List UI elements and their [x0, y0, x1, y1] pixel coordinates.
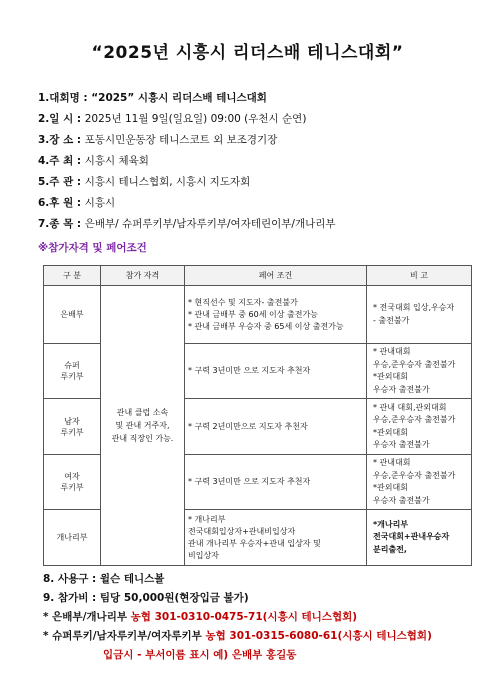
note-line: * 관내대회 — [373, 347, 411, 356]
info-label: 3.장 소 : — [38, 134, 85, 146]
account-1-value: 농협 301-0310-0475-71(시흥시 테니스협회) — [130, 611, 358, 623]
category-line: 슈퍼 — [64, 361, 80, 370]
row-note — [367, 344, 472, 399]
note-line: *개나리부 — [373, 519, 409, 529]
pair-line: * 개나리부 — [188, 514, 226, 524]
row-category — [44, 510, 101, 566]
table-row — [44, 286, 472, 344]
row-note — [367, 510, 472, 566]
note-line: * 관내 대회,관외대회 — [373, 402, 447, 412]
deposit-note: 입금시 - 부서이름 표시 예) 은배부 홍길동 — [103, 649, 297, 661]
note-line: *관외대회 — [373, 483, 408, 492]
bottom-info — [43, 570, 432, 665]
category-line: 루키부 — [60, 427, 84, 437]
info-value: “2025” 시흥시 리더스배 테니스대회 — [91, 92, 267, 104]
info-row — [38, 88, 336, 109]
category-line: 여자 — [64, 472, 80, 481]
category-line: 개나리부 — [56, 533, 88, 542]
row-category — [44, 344, 101, 399]
note-line: 우승자 출전불가 — [373, 495, 430, 505]
row-note — [367, 399, 472, 455]
pair-line: * 관내 금배부 중 60세 이상 출전가능 — [188, 309, 318, 319]
pair-condition — [185, 399, 367, 455]
info-label: 7.종 목 : — [38, 218, 85, 230]
info-row — [38, 109, 336, 130]
pair-condition — [185, 344, 367, 399]
note-line: 우승자 출전불가 — [373, 384, 430, 394]
info-label: 4.주 최 : — [38, 155, 85, 167]
pair-line: * 현직선수 및 지도자- 출전불가 — [188, 297, 298, 307]
header-note: 비 고 — [367, 266, 472, 286]
info-value: 은배부/ 슈퍼루키부/남자루키부/여자테린이부/개나리부 — [84, 218, 336, 230]
entry-fee — [43, 589, 432, 608]
note-line: 전국대회+관내우승자 — [373, 532, 450, 542]
note-line: * 전국대회 입상,우승자 — [373, 303, 455, 312]
info-label: 5.주 관 : — [38, 176, 85, 188]
entry-fee-value: 50,000원(현장입금 불가) — [123, 592, 249, 604]
info-row — [38, 172, 336, 193]
header-pair: 페어 조건 — [185, 266, 367, 286]
note-line: 우승,준우승자 출전불가 — [373, 359, 456, 369]
row-category — [44, 455, 101, 510]
note-line: *관외대회 — [373, 427, 408, 437]
row-category — [44, 286, 101, 344]
note-line: - 출전불가 — [373, 315, 410, 325]
header-qualification: 참가 자격 — [101, 266, 185, 286]
category-line: 은배부 — [60, 310, 84, 319]
row-category — [44, 399, 101, 455]
note-line: 분리출전, — [373, 544, 407, 554]
pair-line: * 구력 2년미만으로 지도자 추천자 — [188, 421, 308, 431]
pair-line: * 구력 3년미만 으로 지도자 추천자 — [188, 477, 311, 486]
info-value: 포동시민운동장 테니스코트 외 보조경기장 — [84, 134, 278, 146]
note-line: 우승자 출전불가 — [373, 440, 430, 449]
info-label: 2.일 시 : — [38, 113, 85, 125]
note-line: 우승,준우승자 출전불가 — [373, 470, 456, 480]
page-title: “2025년 시흥시 리더스배 테니스대회” — [91, 43, 404, 63]
pair-condition — [185, 510, 367, 566]
info-row — [38, 193, 336, 214]
account-2-label: * 슈퍼루키/남자루키부/여자루키부 — [43, 630, 206, 642]
row-note — [367, 286, 472, 344]
ball-sponsor: 8. 사용구 : 윌슨 테니스볼 — [43, 573, 165, 585]
pair-condition — [185, 455, 367, 510]
account-2 — [43, 627, 432, 646]
category-line: 루키부 — [60, 483, 84, 492]
pair-condition — [185, 286, 367, 344]
entry-fee-label: 9. 참가비 : 팀당 — [43, 592, 124, 604]
info-value: 2025년 11월 9일(일요일) 09:00 (우천시 순연) — [84, 113, 307, 125]
conditions-table — [43, 265, 472, 566]
pair-line: 관내 개나리부 우승자+관내 입상자 및 — [188, 538, 321, 548]
event-info — [38, 88, 336, 235]
note-line: * 관내대회 — [373, 458, 411, 467]
qualification-cell — [101, 286, 185, 566]
info-value: 시흥시 체육회 — [84, 155, 149, 167]
info-label: 1.대회명 : — [38, 92, 92, 104]
info-row — [38, 130, 336, 151]
row-note — [367, 455, 472, 510]
info-row — [38, 151, 336, 172]
table-header-row — [44, 266, 472, 286]
qualification-line: 관내 클럽 소속 — [116, 408, 169, 417]
account-1 — [43, 608, 432, 627]
info-row — [38, 214, 336, 235]
section-title: ※참가자격 및 페어조건 — [38, 242, 147, 254]
pair-line: * 구력 3년미만 으로 지도자 추천자 — [188, 366, 311, 375]
qualification-line: 관내 직장인 가능. — [111, 434, 174, 443]
header-category: 구 분 — [44, 266, 101, 286]
pair-line: 비입상자 — [188, 550, 219, 560]
pair-line: * 관내 금배부 우승자 중 65세 이상 출전가능 — [188, 321, 344, 331]
info-value: 시흥시 테니스협회, 시흥시 지도자회 — [84, 176, 251, 188]
account-2-value: 농협 301-0315-6080-61(시흥시 테니스협회) — [205, 630, 432, 642]
category-line: 루키부 — [60, 372, 84, 381]
qualification-line: 및 관내 거주자, — [115, 421, 170, 430]
note-line: 우승,준우승자 출전불가 — [373, 415, 456, 424]
category-line: 남자 — [64, 416, 80, 426]
pair-line: 전국대회입상자+관내비입상자 — [188, 526, 296, 536]
info-label: 6.후 원 : — [38, 197, 85, 209]
info-value: 시흥시 — [84, 197, 116, 209]
account-1-label: * 은배부/개나리부 — [43, 611, 131, 623]
note-line: *관외대회 — [373, 372, 408, 381]
